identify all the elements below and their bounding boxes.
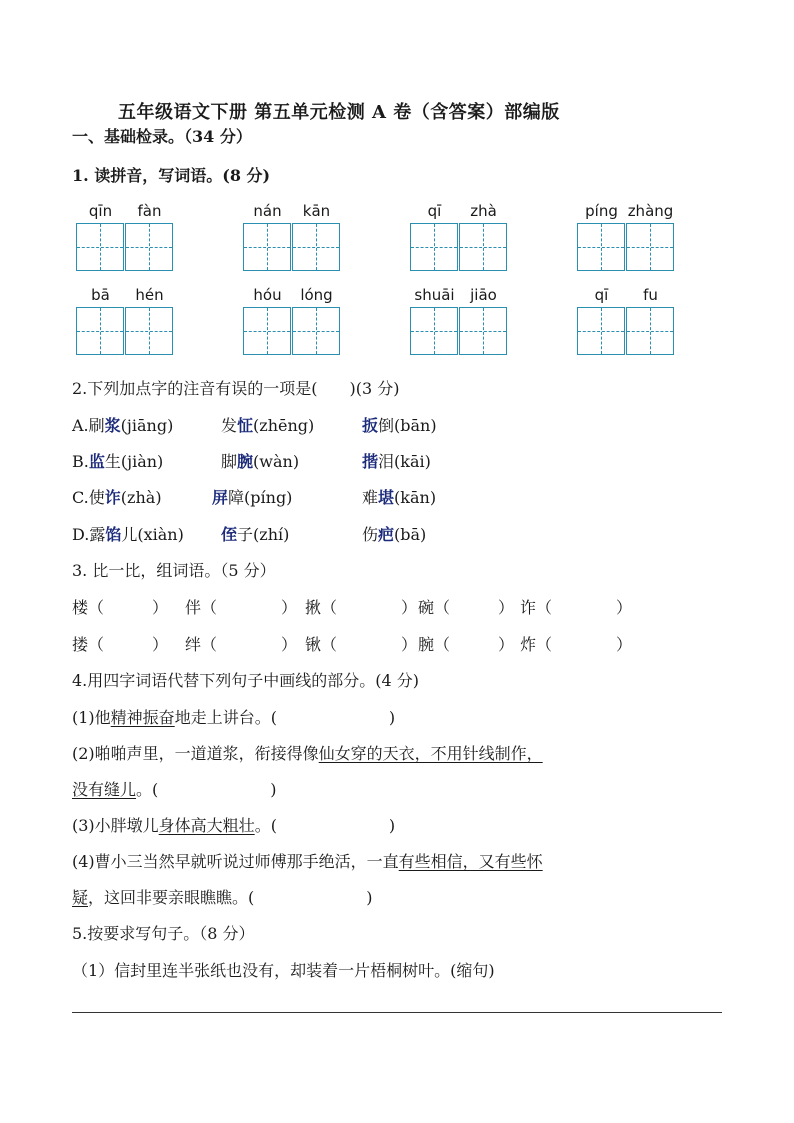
dotted-char: 侄 bbox=[221, 525, 238, 544]
writing-box[interactable] bbox=[125, 307, 173, 355]
compare-item[interactable]: 搂（ ） bbox=[72, 635, 169, 654]
pinyin: (wàn) bbox=[253, 452, 300, 471]
sentence-5-1: （1）信封里连半张纸也没有，却装着一片梧桐树叶。(缩句) bbox=[72, 961, 495, 980]
pinyin: qī bbox=[427, 202, 442, 220]
compare-item[interactable]: 腕（ ） bbox=[418, 635, 515, 654]
option-letter: C. bbox=[72, 488, 89, 507]
char: 泪 bbox=[378, 452, 395, 471]
writing-box[interactable] bbox=[292, 307, 340, 355]
writing-box[interactable] bbox=[243, 307, 291, 355]
text: (1)他 bbox=[72, 708, 111, 727]
dotted-char: 屏 bbox=[212, 488, 229, 507]
writing-box[interactable] bbox=[459, 223, 507, 271]
underlined-text: 精神振奋 bbox=[110, 708, 175, 727]
dotted-char: 怔 bbox=[237, 416, 254, 435]
char: 脚 bbox=[221, 452, 238, 471]
pinyin: jiāo bbox=[470, 286, 497, 304]
text: (4)曹小三当然早就听说过师傅那手绝活，一直 bbox=[72, 852, 399, 871]
question-5-label: 5.按要求写句子。（8 分） bbox=[72, 924, 255, 943]
char: 生 bbox=[104, 452, 121, 471]
dotted-char: 堪 bbox=[378, 488, 395, 507]
option-d-item-3 bbox=[362, 522, 426, 545]
char: 难 bbox=[362, 488, 379, 507]
question-3-label: 3. 比一比，组词语。（5 分） bbox=[72, 561, 276, 580]
section-heading: 一、基础检录。（34 分） bbox=[72, 127, 252, 146]
pinyin: (kāi) bbox=[394, 452, 431, 471]
pinyin: lóng bbox=[300, 286, 333, 304]
pinyin: (kān) bbox=[394, 488, 437, 507]
char: 障 bbox=[228, 488, 245, 507]
compare-item[interactable]: 诈（ ） bbox=[520, 598, 633, 617]
pinyin: (píng) bbox=[244, 488, 293, 507]
text: (2)啪啪声里，一道道浆，衔接得像 bbox=[72, 744, 319, 763]
writing-box[interactable] bbox=[626, 307, 674, 355]
sentence-3 bbox=[72, 813, 395, 836]
compare-item[interactable]: 炸（ ） bbox=[520, 635, 633, 654]
answer-blank[interactable]: 地走上讲台。( ) bbox=[174, 708, 396, 727]
char: 子 bbox=[237, 525, 254, 544]
writing-box[interactable] bbox=[410, 307, 458, 355]
answer-line[interactable] bbox=[72, 1012, 722, 1013]
dotted-char: 腕 bbox=[237, 452, 254, 471]
text: (3)小胖墩儿 bbox=[72, 816, 159, 835]
writing-box[interactable] bbox=[459, 307, 507, 355]
underlined-text: 仙女穿的天衣，不用针线制作， bbox=[318, 744, 543, 763]
sentence-2 bbox=[72, 741, 543, 764]
char: 倒 bbox=[378, 416, 395, 435]
compare-item[interactable]: 绊（ ） bbox=[185, 635, 298, 654]
pinyin: qī bbox=[594, 286, 609, 304]
compare-item[interactable]: 揪（ ） bbox=[305, 598, 418, 617]
compare-item[interactable]: 楼（ ） bbox=[72, 598, 169, 617]
dotted-char: 诈 bbox=[104, 488, 121, 507]
sentence-4-continued bbox=[72, 885, 373, 908]
option-letter: B. bbox=[72, 452, 89, 471]
underlined-text: 有些相信，又有些怀 bbox=[398, 852, 543, 871]
char: 刷 bbox=[88, 416, 105, 435]
writing-box[interactable] bbox=[125, 223, 173, 271]
question-1-label: 1. 读拼音，写词语。(8 分) bbox=[72, 166, 271, 185]
compare-item[interactable]: 锹（ ） bbox=[305, 635, 418, 654]
pinyin: kān bbox=[302, 202, 331, 220]
dotted-char: 浆 bbox=[104, 416, 121, 435]
writing-box[interactable] bbox=[76, 307, 124, 355]
pinyin: zhàng bbox=[627, 202, 674, 220]
pinyin: hén bbox=[135, 286, 164, 304]
option-b-item-2 bbox=[221, 449, 299, 472]
writing-box[interactable] bbox=[292, 223, 340, 271]
pinyin: (bā) bbox=[394, 525, 427, 544]
pinyin: (bān) bbox=[394, 416, 437, 435]
pinyin: (zhēng) bbox=[253, 416, 315, 435]
compare-item[interactable]: 碗（ ） bbox=[418, 598, 515, 617]
pinyin: (zhí) bbox=[253, 525, 290, 544]
option-c-item-2 bbox=[212, 485, 292, 508]
writing-box[interactable] bbox=[577, 307, 625, 355]
char: 露 bbox=[89, 525, 106, 544]
option-a-item-3 bbox=[362, 413, 437, 436]
compare-item[interactable]: 伴（ ） bbox=[185, 598, 298, 617]
option-c-item-3 bbox=[362, 485, 436, 508]
option-letter: A. bbox=[72, 416, 89, 435]
pinyin: fàn bbox=[137, 202, 162, 220]
underlined-text: 没有缝儿 bbox=[72, 780, 137, 799]
writing-box[interactable] bbox=[626, 223, 674, 271]
writing-box[interactable] bbox=[577, 223, 625, 271]
option-b-item-3 bbox=[362, 449, 431, 472]
underlined-text: 疑 bbox=[72, 888, 89, 907]
option-d-item-2 bbox=[221, 522, 289, 545]
sentence-4 bbox=[72, 849, 543, 872]
option-a-item-2 bbox=[221, 413, 314, 436]
pinyin: bā bbox=[91, 286, 110, 304]
pinyin: (jiàn) bbox=[120, 452, 164, 471]
underlined-text: 身体高大粗壮 bbox=[158, 816, 255, 835]
option-b-item-1 bbox=[72, 449, 163, 472]
pinyin: (zhà) bbox=[120, 488, 162, 507]
pinyin: píng bbox=[585, 202, 618, 220]
dotted-char: 扳 bbox=[362, 416, 379, 435]
pinyin: qīn bbox=[88, 202, 113, 220]
page-title: 五年级语文下册 第五单元检测 A 卷（含答案）部编版 bbox=[118, 102, 560, 123]
answer-blank[interactable]: 。( ) bbox=[136, 780, 277, 799]
dotted-char: 疤 bbox=[378, 525, 395, 544]
pinyin: zhà bbox=[470, 202, 497, 220]
writing-box[interactable] bbox=[76, 223, 124, 271]
char: 发 bbox=[221, 416, 238, 435]
char: 伤 bbox=[362, 525, 379, 544]
option-c-item-1 bbox=[72, 485, 162, 508]
option-d-item-1 bbox=[72, 522, 184, 545]
option-letter: D. bbox=[72, 525, 90, 544]
pinyin: hóu bbox=[253, 286, 282, 304]
answer-blank[interactable]: 。( ) bbox=[254, 816, 396, 835]
pinyin: shuāi bbox=[414, 286, 455, 304]
char: 使 bbox=[88, 488, 105, 507]
writing-box[interactable] bbox=[243, 223, 291, 271]
dotted-char: 馅 bbox=[105, 525, 122, 544]
answer-blank[interactable]: ，这回非要亲眼瞧瞧。( ) bbox=[88, 888, 373, 907]
pinyin: (jiāng) bbox=[120, 416, 174, 435]
question-4-label: 4.用四字词语代替下列句子中画线的部分。(4 分) bbox=[72, 671, 420, 690]
option-a-item-1 bbox=[72, 413, 173, 436]
pinyin: fu bbox=[643, 286, 658, 304]
pinyin: nán bbox=[253, 202, 282, 220]
pinyin: 儿(xiàn) bbox=[121, 525, 184, 544]
dotted-char: 监 bbox=[88, 452, 105, 471]
sentence-2-continued bbox=[72, 777, 277, 800]
writing-box[interactable] bbox=[410, 223, 458, 271]
dotted-char: 揩 bbox=[362, 452, 379, 471]
sentence-1 bbox=[72, 705, 395, 728]
question-2-label: 2.下列加点字的注音有误的一项是( )(3 分) bbox=[72, 379, 400, 398]
